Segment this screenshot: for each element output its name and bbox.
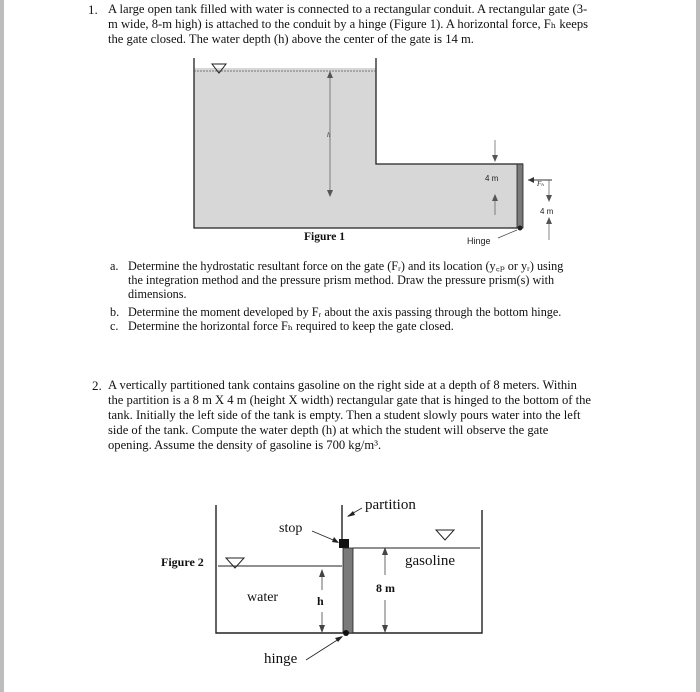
fig2-gasoline-label: gasoline bbox=[405, 553, 455, 569]
q1-line: m wide, 8-m high) is attached to the conduit by a hinge (Figure 1). A horizontal force, Fₕ keeps bbox=[108, 17, 589, 31]
q1-part-line: dimensions. bbox=[128, 287, 187, 301]
q2-line: A vertically partitioned tank contains gasoline on the right side at a depth of 8 meters. Within bbox=[108, 378, 577, 392]
fig2-arrow-down-icon bbox=[319, 625, 325, 633]
q2-line: the partition is a 8 m X 4 m (height X width) rectangular gate that is hinged to the bottom of the bbox=[108, 393, 592, 407]
fig2-partition-arrow-icon bbox=[347, 511, 355, 517]
q1-line: A large open tank filled with water is connected to a rectangular conduit. A rectangular gate (3- bbox=[108, 2, 588, 16]
q1-part-line: Determine the horizontal force Fₕ required to keep the gate closed. bbox=[128, 319, 454, 333]
fig2-arrow-down-icon bbox=[382, 625, 388, 633]
right-frame-border bbox=[696, 0, 700, 692]
fig2-gasoline-triangle-icon bbox=[436, 530, 454, 540]
fig1-h-label: h bbox=[327, 131, 331, 139]
q2-number: 2. bbox=[92, 378, 102, 393]
fig2-water-label: water bbox=[247, 590, 279, 605]
fig1-hinge-label: Hinge bbox=[467, 236, 491, 246]
q2-line: opening. Assume the density of gasoline is 700 kg/m³. bbox=[108, 438, 382, 452]
fig2-arrow-up-icon bbox=[319, 569, 325, 577]
fig2-h-label: h bbox=[317, 594, 324, 608]
fig2-stop-arrow-icon bbox=[332, 537, 339, 543]
fig1-conduit-dim-label: 4 m bbox=[485, 174, 499, 183]
q2-line: side of the tank. Compute the water depth (h) at which the student will observe the gate bbox=[108, 423, 549, 437]
q1-number: 1. bbox=[88, 2, 98, 17]
fig2-gate bbox=[343, 548, 353, 633]
q1-part-b-label: b. bbox=[110, 305, 120, 319]
document-page bbox=[4, 0, 696, 692]
fig2-hinge-dot bbox=[343, 630, 349, 636]
fig2-caption: Figure 2 bbox=[161, 555, 204, 569]
q1-part-a-label: a. bbox=[110, 259, 119, 273]
figure-2 bbox=[4, 0, 696, 692]
fig1-gate-dim-label: 4 m bbox=[540, 207, 554, 216]
q1-part-line: the integration method and the pressure prism method. Draw the pressure prism(s) with bbox=[128, 273, 555, 287]
q1-part-c-label: c. bbox=[110, 319, 119, 333]
q2-line: tank. Initially the left side of the tank is empty. Then a student slowly pours water into the left bbox=[108, 408, 581, 422]
q1-part-line: Determine the hydrostatic resultant force on the gate (Fᵣ) and its location (y꜀ₚ or yᵣ) using bbox=[128, 259, 564, 273]
fig1-caption: Figure 1 bbox=[304, 231, 345, 243]
q1-line: the gate closed. The water depth (h) above the center of the gate is 14 m. bbox=[108, 32, 474, 46]
fig2-stop-label: stop bbox=[279, 521, 303, 536]
fig2-partition-label: partition bbox=[365, 497, 416, 513]
fig2-hinge-label: hinge bbox=[264, 651, 298, 667]
fig2-hinge-leader bbox=[306, 637, 342, 660]
q1-part-line: Determine the moment developed by Fᵣ about the axis passing through the bottom hinge. bbox=[128, 305, 562, 319]
fig2-stop-block bbox=[339, 539, 349, 548]
fig2-depth-label: 8 m bbox=[376, 581, 395, 595]
fig1-force-label: Fₕ bbox=[537, 180, 545, 188]
